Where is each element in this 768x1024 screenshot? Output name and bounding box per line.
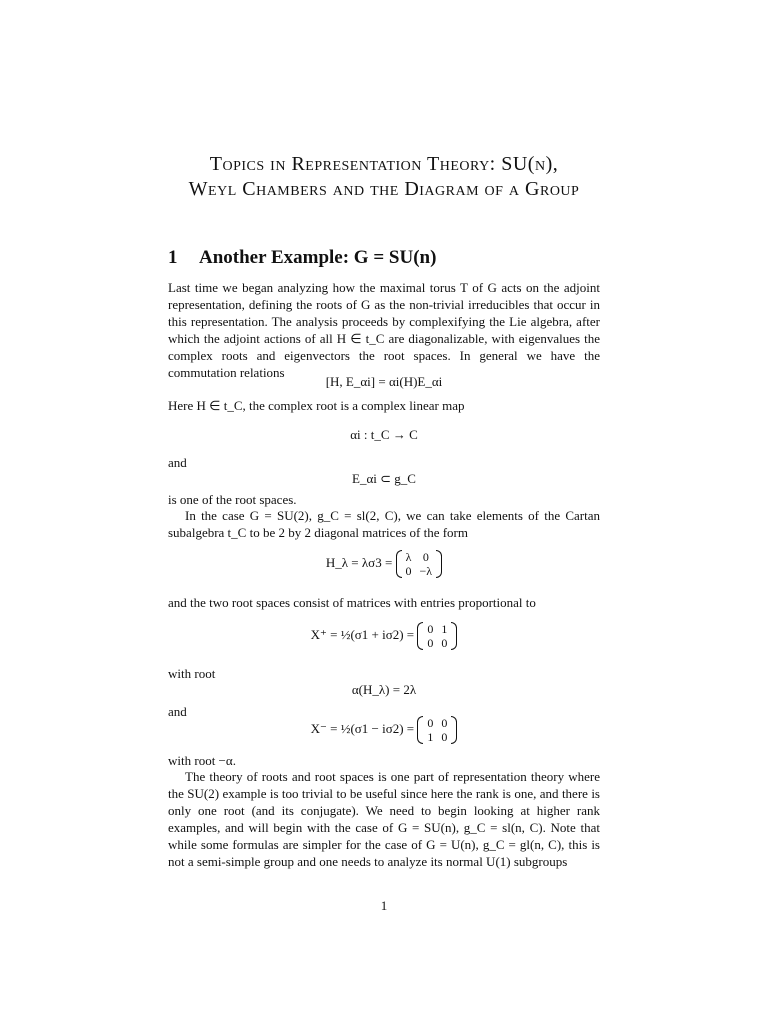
equation-x-minus	[168, 716, 600, 744]
matrix-cell: 0	[427, 622, 434, 636]
title-line-2: Weyl Chambers and the Diagram of a Group	[188, 178, 580, 200]
matrix-cell: 0	[441, 716, 448, 730]
paragraph-6: and the two root spaces consist of matrices with entries proportional to	[168, 595, 536, 610]
section-heading	[168, 247, 436, 269]
equation-commutation: [H, E_αi] = αi(H)E_αi	[325, 374, 443, 389]
matrix-cell: −λ	[419, 564, 433, 578]
equation-x-plus	[168, 622, 600, 650]
equation-root-value: α(H_λ) = 2λ	[351, 682, 417, 697]
paragraph-1-text: Last time we began analyzing how the maximal torus T of G acts on the adjoint representation, defining the roots of G as the non-trivial irreducibles that occur in this representation. The analysis proceeds by complexifying the Lie algebra, after which the adjoint actions of all H ∈ t_C are diagonalizable, with eigenvalues the complex roots and eigenvectors the root spaces. In general we have the commutation relations	[168, 280, 600, 380]
matrix-x-plus	[417, 622, 457, 650]
equation-x-minus-lhs: X⁻ = ½(σ1 − iσ2) =	[310, 720, 415, 736]
matrix-cell: 0	[405, 564, 412, 578]
equation-h-lambda-lhs: H_λ = λσ3 =	[325, 554, 393, 570]
paragraph-8: and	[168, 704, 187, 719]
paragraph-9: with root −α.	[168, 753, 236, 768]
matrix-cell: 0	[427, 636, 434, 650]
page-number: 1	[380, 898, 388, 913]
matrix-cell: 0	[427, 716, 434, 730]
section-number: 1	[168, 247, 178, 268]
equation-x-plus-lhs: X⁺ = ½(σ1 + iσ2) =	[310, 626, 415, 642]
paper-title	[0, 152, 768, 202]
equation-h-lambda	[168, 550, 600, 578]
paragraph-5-text: In the case G = SU(2), g_C = sl(2, C), we can take elements of the Cartan subalgebra t_C to be 2 by 2 diagonal matrices of the form	[168, 508, 600, 540]
paragraph-1	[168, 279, 600, 381]
paragraph-2: Here H ∈ t_C, the complex root is a complex linear map	[168, 398, 465, 413]
matrix-cell: λ	[405, 550, 412, 564]
paragraph-7: with root	[168, 666, 216, 681]
equation-root-space: E_αi ⊂ g_C	[352, 471, 416, 486]
matrix-h-lambda	[396, 550, 443, 578]
paragraph-10-text: The theory of roots and root spaces is one part of representation theory where the SU(2) example is too trivial to be useful since here the rank is one, and there is only one root (and its conjugate). We need to begin looking at higher rank examples, and will begin with the case of G = SU(n), g_C = sl(n, C). Note that while some formulas are simpler for the case of G = U(n), g_C = gl(n, C), this is not a semi-simple group and one needs to analyze its normal U(1) subgroups	[168, 769, 600, 869]
equation-root-map: αi : t_C → C	[350, 427, 418, 442]
paragraph-4: is one of the root spaces.	[168, 492, 297, 507]
matrix-cell: 0	[441, 730, 448, 744]
matrix-cell: 0	[422, 550, 429, 564]
matrix-cell: 1	[427, 730, 434, 744]
matrix-cell: 0	[441, 636, 448, 650]
section-title: Another Example: G = SU(n)	[199, 247, 437, 268]
paragraph-5	[168, 507, 600, 541]
paragraph-3: and	[168, 455, 187, 470]
matrix-x-minus	[417, 716, 457, 744]
paragraph-10	[168, 768, 600, 870]
title-line-1: Topics in Representation Theory: SU(n),	[209, 153, 559, 175]
matrix-cell: 1	[441, 622, 448, 636]
